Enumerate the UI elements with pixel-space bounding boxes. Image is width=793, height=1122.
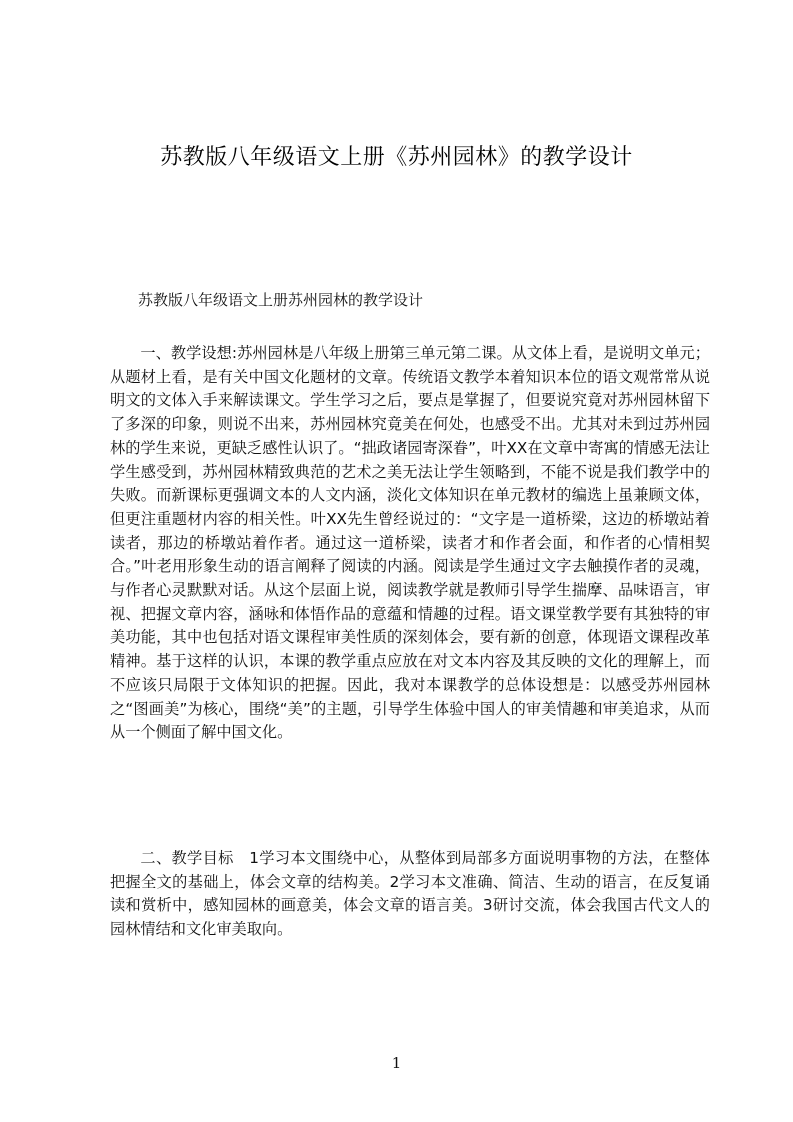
page-number: 1: [391, 1054, 402, 1072]
paragraph-teaching-objectives: 二、教学目标 1学习本文围绕中心，从整体到局部多方面说明事物的方法，在整体把握全文的基础上，体会文章的结构美。2学习本文准确、简洁、生动的语言，在反复诵读和赏析中，感知园林的画意美，体会文章的语言美。3研讨交流，体会我国古代文人的园林情结和文化审美取向。: [110, 849, 710, 939]
paragraph-teaching-concept: 一、教学设想:苏州园林是八年级上册第三单元第二课。从文体上看，是说明文单元；从题材上看，是有关中国文化题材的文章。传统语文教学本着知识本位的语文观常常从说明文的文体入手来解读课文。学生学习之后，要点是掌握了，但要说究竟对苏州园林留下了多深的印象，则说不出来，苏州园林究竟美在何处，也感受不出。尤其对未到过苏州园林的学生来说，更缺乏感性认识了。“拙政诸园寄深眷”，叶XX在文章中寄寓的情感无法让学生感受到，苏州园林精致典范的艺术之美无法让学生领略到，不能不说是我们教学中的失败。而新课标更强调文本的人文内涵，淡化文体知识在单元教材的编选上虽兼顾文体，但更注重题材内容的相关性。叶XX先生曾经说过的：“文字是一道桥梁，这边的桥墩站着读者，那边的桥墩站着作者。通过这一道桥梁，读者才和作者会面，和作者的心情相契合。”叶老用形象生动的语言阐释了阅读的内涵。阅读是学生通过文字去触摸作者的灵魂，与作者心灵默默对话。从这个层面上说，阅读教学就是教师引导学生揣摩、品味语言，审视、把握文章内容，涵咏和体悟作品的意蕴和情趣的过程。语文课堂教学要有其独特的审美功能，其中也包括对语文课程审美性质的深刻体会，要有新的创意，体现语文课程改革精神。基于这样的认识，本课的教学重点应放在对文本内容及其反映的文化的理解上，而不应该只局限于文体知识的把握。因此，我对本课教学的总体设想是：以感受苏州园林之“图画美”为核心，围绕“美”的主题，引导学生体验中国人的审美情趣和审美追求，从而从一个侧面了解中国文化。: [110, 344, 710, 742]
document-title: 苏教版八年级语文上册《苏州园林》的教学设计: [160, 145, 633, 170]
document-subtitle: 苏教版八年级语文上册苏州园林的教学设计: [138, 291, 424, 309]
